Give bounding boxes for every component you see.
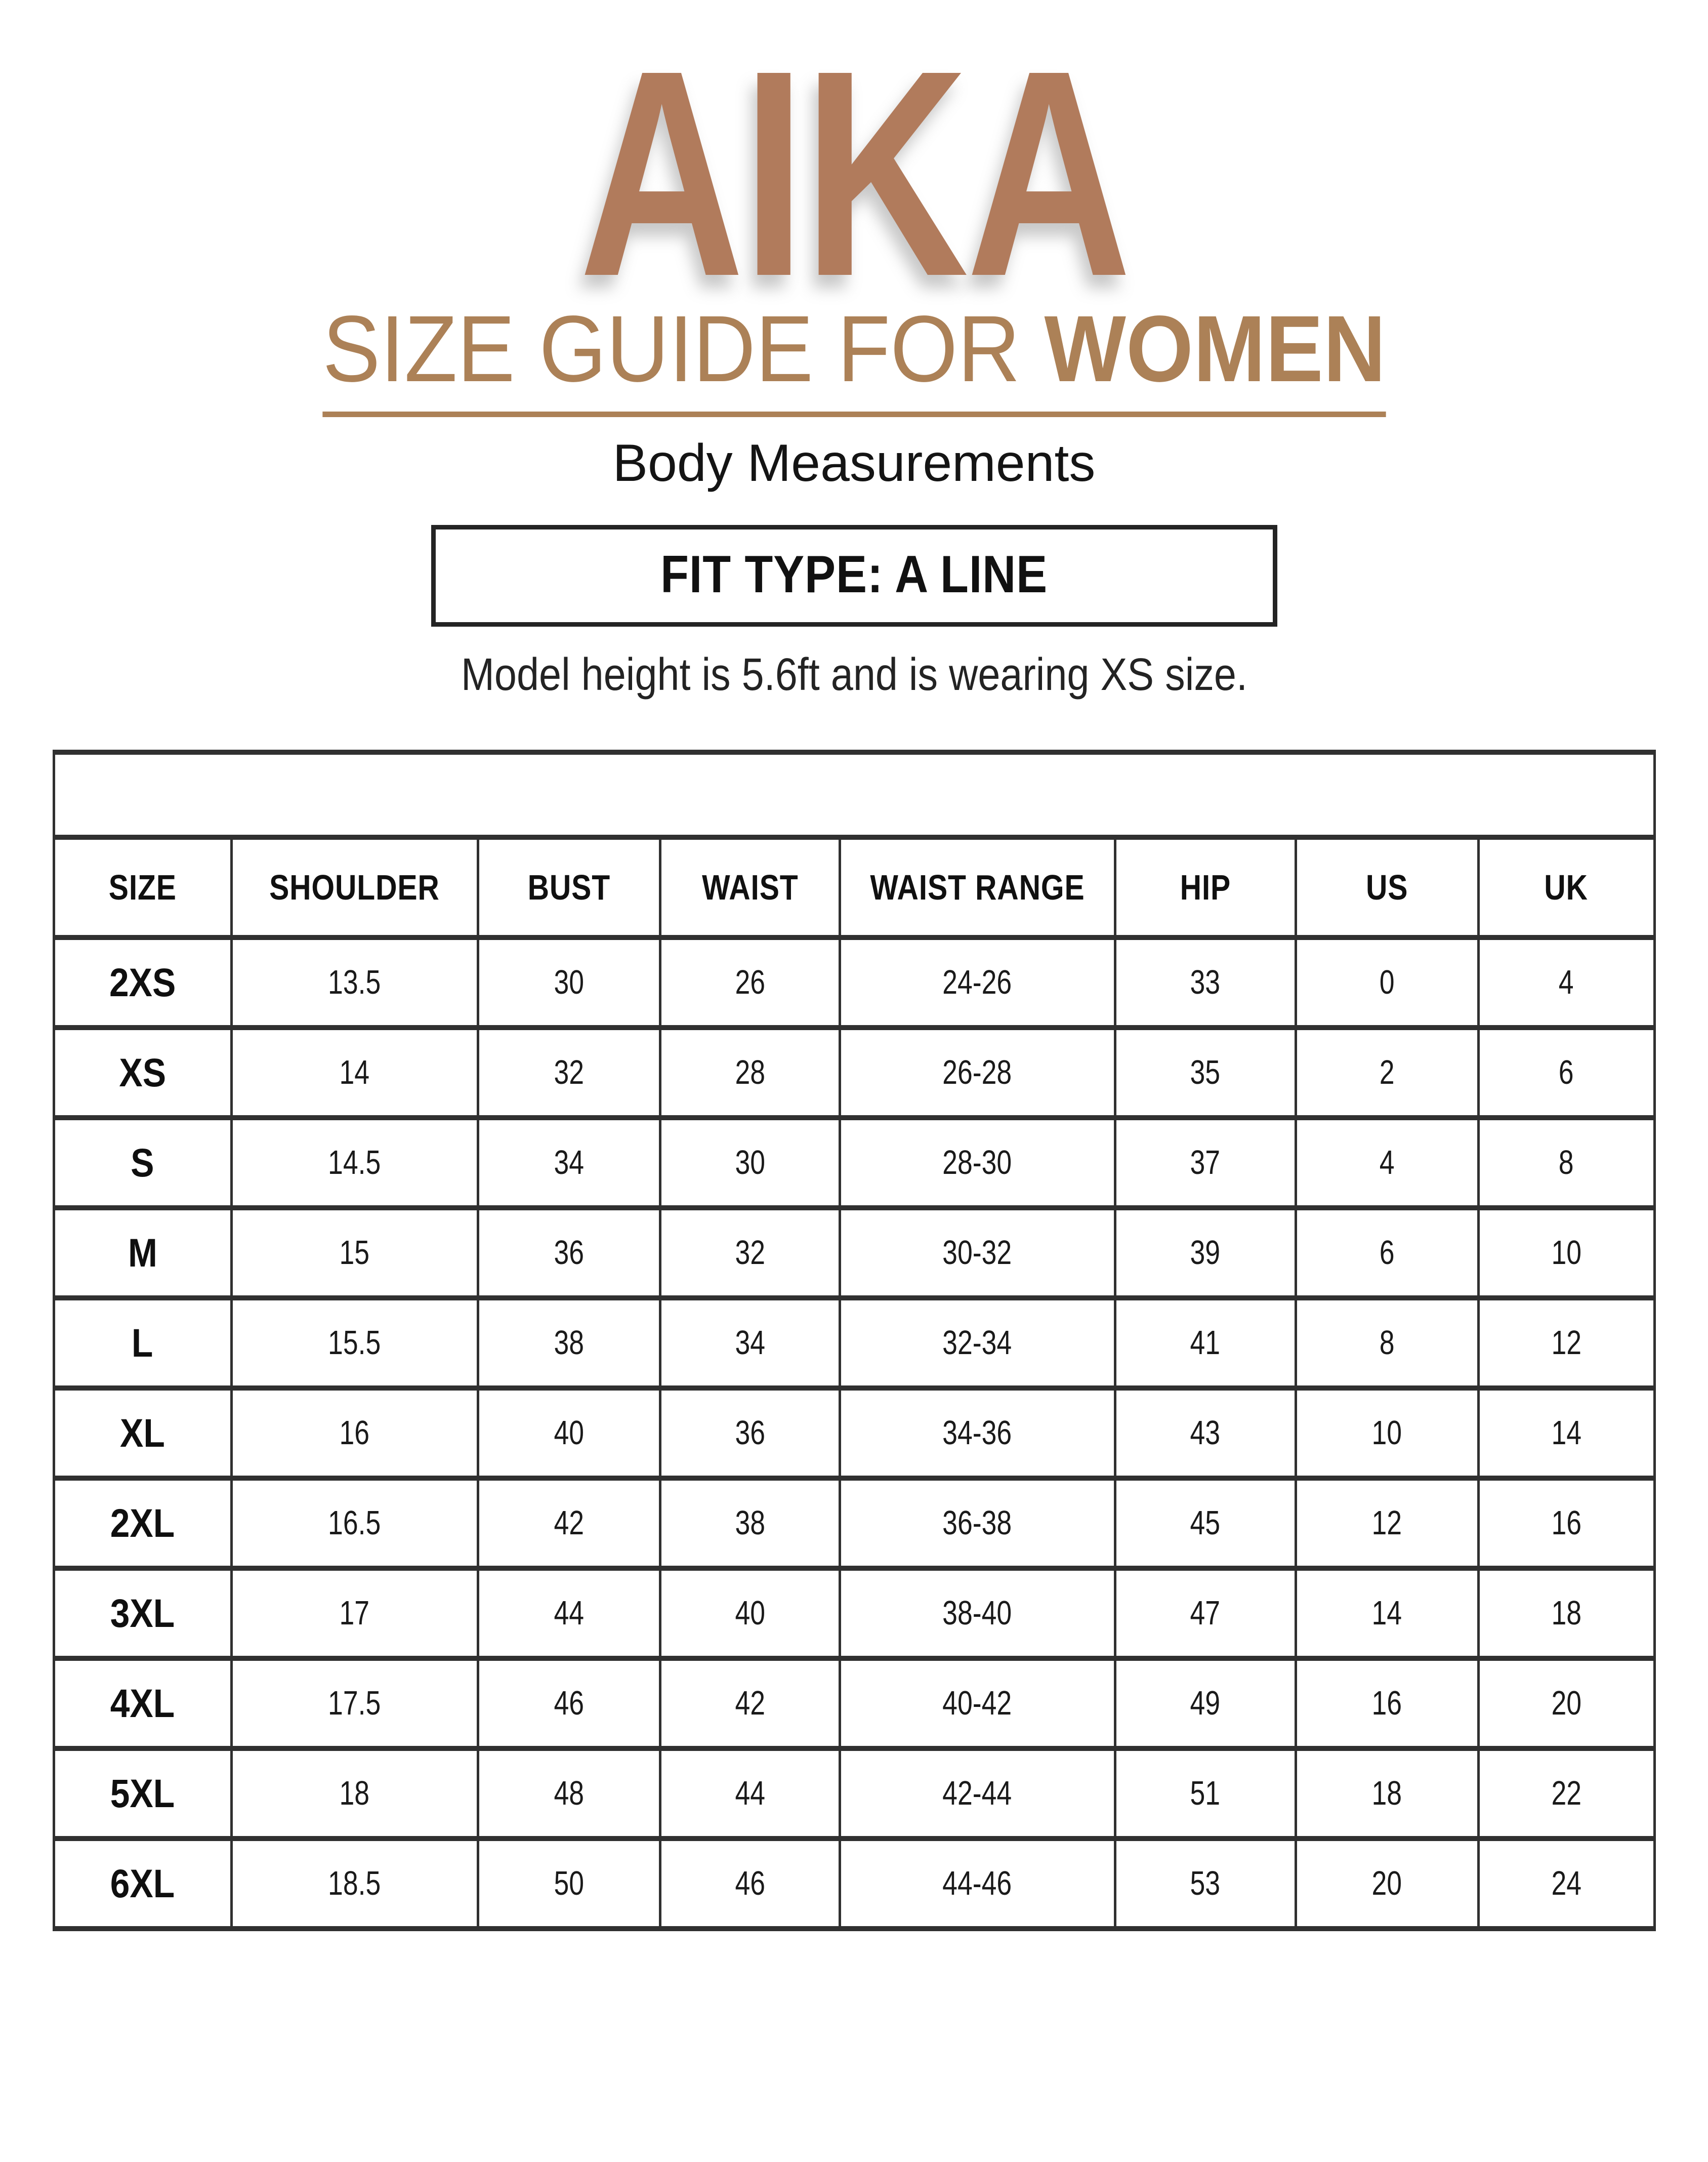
cell-2xl-us [1296,1478,1478,1568]
cell-xl-shoulder [231,1388,478,1478]
row-label-text: 3XL [110,1590,175,1636]
column-header-label: WAIST RANGE [869,867,1085,907]
cell-xl-hip [1115,1388,1296,1478]
cell-value: 8 [1559,1144,1574,1182]
cell-4xl-bust [478,1658,660,1748]
cell-2xl-bust [478,1478,660,1568]
cell-xs-bust [478,1028,660,1118]
cell-value: 32-34 [942,1324,1012,1362]
table-row-3xl [54,1568,1654,1658]
cell-value: 15.5 [328,1324,381,1362]
cell-value: 49 [1190,1684,1221,1723]
cell-value: 36-38 [942,1504,1012,1542]
cell-value: 26 [735,963,765,1002]
row-label-text: 4XL [110,1680,175,1726]
cell-value: 32 [554,1053,585,1092]
cell-4xl-uk [1478,1658,1654,1748]
model-note-text: Model height is 5.6ft and is wearing XS size. [461,649,1247,700]
cell-value: 36 [735,1414,765,1452]
cell-value: 30 [735,1144,765,1182]
row-label-5xl [54,1748,231,1839]
cell-xl-uk [1478,1388,1654,1478]
row-label-3xl [54,1568,231,1658]
column-header-waist-range [840,837,1115,937]
column-header-label: HIP [1180,867,1231,907]
cell-value: 41 [1190,1324,1221,1362]
cell-value: 48 [554,1774,585,1813]
table-row-s [54,1118,1654,1208]
cell-2xs-us [1296,937,1478,1028]
cell-5xl-shoulder [231,1748,478,1839]
cell-2xl-waist [660,1478,840,1568]
cell-value: 20 [1371,1864,1402,1903]
cell-6xl-hip [1115,1839,1296,1929]
cell-value: 45 [1190,1504,1221,1542]
cell-6xl-waist [660,1839,840,1929]
column-header-label: SHOULDER [269,867,440,907]
cell-value: 12 [1551,1324,1581,1362]
unit-band-label: inches [785,765,923,824]
cell-value: 34-36 [942,1414,1012,1452]
cell-l-hip [1115,1298,1296,1388]
table-row-5xl [54,1748,1654,1839]
row-label-4xl [54,1658,231,1748]
row-label-l [54,1298,231,1388]
cell-s-waist-range [840,1118,1115,1208]
cell-value: 35 [1190,1053,1221,1092]
cell-l-waist-range [840,1298,1115,1388]
column-header-label: US [1366,867,1408,907]
cell-s-shoulder [231,1118,478,1208]
column-header-shoulder [231,837,478,937]
table-row-2xs [54,937,1654,1028]
cell-value: 0 [1379,963,1395,1002]
cell-xl-bust [478,1388,660,1478]
cell-6xl-bust [478,1839,660,1929]
cell-2xl-shoulder [231,1478,478,1568]
cell-value: 2 [1379,1053,1395,1092]
size-guide-page [0,9,1708,2162]
cell-value: 17 [339,1594,370,1633]
brand-logo-text: AIKA [578,9,1130,337]
row-label-text: 2XL [110,1500,175,1545]
cell-4xl-waist-range [840,1658,1115,1748]
cell-5xl-waist-range [840,1748,1115,1839]
cell-4xl-hip [1115,1658,1296,1748]
cell-xs-shoulder [231,1028,478,1118]
row-label-2xs [54,937,231,1028]
cell-5xl-waist [660,1748,840,1839]
cell-value: 34 [554,1144,585,1182]
cell-value: 28 [735,1053,765,1092]
cell-m-shoulder [231,1208,478,1298]
cell-xs-hip [1115,1028,1296,1118]
row-label-text: L [132,1320,153,1365]
cell-value: 20 [1551,1684,1581,1723]
cell-s-us [1296,1118,1478,1208]
cell-6xl-us [1296,1839,1478,1929]
page-title-text [322,297,1386,417]
cell-value: 16.5 [328,1504,381,1542]
cell-3xl-us [1296,1568,1478,1658]
cell-2xs-hip [1115,937,1296,1028]
cell-value: 38 [735,1504,765,1542]
cell-value: 39 [1190,1234,1221,1272]
cell-value: 4 [1379,1144,1395,1182]
cell-s-uk [1478,1118,1654,1208]
cell-xl-waist [660,1388,840,1478]
column-header-label: SIZE [108,867,177,907]
cell-value: 40-42 [942,1684,1012,1723]
cell-value: 36 [554,1234,585,1272]
cell-xl-us [1296,1388,1478,1478]
cell-value: 40 [735,1594,765,1633]
cell-5xl-bust [478,1748,660,1839]
cell-value: 13.5 [328,963,381,1002]
cell-value: 30 [554,963,585,1002]
cell-5xl-us [1296,1748,1478,1839]
cell-value: 18 [1371,1774,1402,1813]
cell-value: 16 [339,1414,370,1452]
cell-5xl-uk [1478,1748,1654,1839]
brand-logo [0,9,1708,337]
cell-value: 14.5 [328,1144,381,1182]
cell-value: 26-28 [942,1053,1012,1092]
cell-value: 46 [554,1684,585,1723]
cell-4xl-us [1296,1658,1478,1748]
cell-m-hip [1115,1208,1296,1298]
row-label-text: 2XS [109,959,176,1005]
cell-l-uk [1478,1298,1654,1388]
cell-value: 51 [1190,1774,1221,1813]
cell-value: 12 [1371,1504,1402,1542]
cell-6xl-waist-range [840,1839,1115,1929]
column-header-label: UK [1544,867,1589,907]
cell-value: 44 [554,1594,585,1633]
cell-3xl-hip [1115,1568,1296,1658]
row-label-text: 6XL [110,1860,175,1906]
table-row-6xl [54,1839,1654,1929]
model-note [0,649,1708,701]
column-header-uk [1478,837,1654,937]
cell-value: 18.5 [328,1864,381,1903]
unit-band-row [54,752,1654,837]
cell-5xl-hip [1115,1748,1296,1839]
cell-value: 38-40 [942,1594,1012,1633]
column-header-bust [478,837,660,937]
cell-3xl-waist [660,1568,840,1658]
cell-6xl-uk [1478,1839,1654,1929]
cell-value: 6 [1559,1053,1574,1092]
table-row-xs [54,1028,1654,1118]
row-label-s [54,1118,231,1208]
cell-value: 14 [339,1053,370,1092]
cell-value: 42 [554,1504,585,1542]
cell-xl-waist-range [840,1388,1115,1478]
row-label-xs [54,1028,231,1118]
fit-type-label: FIT TYPE: A LINE [660,545,1048,604]
cell-l-bust [478,1298,660,1388]
cell-3xl-shoulder [231,1568,478,1658]
cell-value: 14 [1551,1414,1581,1452]
cell-xs-waist-range [840,1028,1115,1118]
cell-value: 28-30 [942,1144,1012,1182]
cell-value: 17.5 [328,1684,381,1723]
column-header-row [54,837,1654,937]
cell-value: 44 [735,1774,765,1813]
column-header-us [1296,837,1478,937]
row-label-m [54,1208,231,1298]
cell-value: 16 [1551,1504,1581,1542]
column-header-size [54,837,231,937]
cell-3xl-uk [1478,1568,1654,1658]
cell-s-hip [1115,1118,1296,1208]
cell-value: 24 [1551,1864,1581,1903]
cell-6xl-shoulder [231,1839,478,1929]
cell-2xs-shoulder [231,937,478,1028]
cell-value: 10 [1371,1414,1402,1452]
fit-type-box [431,525,1277,627]
cell-m-bust [478,1208,660,1298]
cell-value: 42 [735,1684,765,1723]
cell-value: 15 [339,1234,370,1272]
column-header-waist [660,837,840,937]
cell-2xl-uk [1478,1478,1654,1568]
cell-value: 6 [1379,1234,1395,1272]
table-row-m [54,1208,1654,1298]
cell-value: 30-32 [942,1234,1012,1272]
cell-m-waist-range [840,1208,1115,1298]
page-title-bold: WOMEN [1044,297,1386,401]
row-label-text: 5XL [110,1770,175,1816]
cell-value: 24-26 [942,963,1012,1002]
cell-value: 14 [1371,1594,1402,1633]
row-label-text: XL [120,1410,165,1455]
cell-value: 47 [1190,1594,1221,1633]
row-label-text: XS [119,1049,166,1095]
cell-l-shoulder [231,1298,478,1388]
cell-l-waist [660,1298,840,1388]
unit-band [54,752,1654,837]
cell-value: 18 [1551,1594,1581,1633]
cell-value: 22 [1551,1774,1581,1813]
cell-2xl-hip [1115,1478,1296,1568]
cell-m-waist [660,1208,840,1298]
table-row-4xl [54,1658,1654,1748]
row-label-text: M [128,1230,157,1275]
cell-2xl-waist-range [840,1478,1115,1568]
cell-s-bust [478,1118,660,1208]
page-subtitle: Body Measurements [612,434,1096,493]
cell-2xs-waist [660,937,840,1028]
cell-m-us [1296,1208,1478,1298]
cell-4xl-shoulder [231,1658,478,1748]
cell-l-us [1296,1298,1478,1388]
cell-value: 4 [1559,963,1574,1002]
cell-value: 37 [1190,1144,1221,1182]
size-guide-table [53,750,1656,1931]
table-row-l [54,1298,1654,1388]
cell-3xl-bust [478,1568,660,1658]
cell-value: 8 [1379,1324,1395,1362]
cell-3xl-waist-range [840,1568,1115,1658]
cell-value: 38 [554,1324,585,1362]
column-header-label: BUST [527,867,611,907]
cell-value: 44-46 [942,1864,1012,1903]
cell-value: 42-44 [942,1774,1012,1813]
row-label-xl [54,1388,231,1478]
cell-value: 34 [735,1324,765,1362]
cell-xs-waist [660,1028,840,1118]
cell-value: 33 [1190,963,1221,1002]
cell-xs-us [1296,1028,1478,1118]
cell-s-waist [660,1118,840,1208]
page-title-regular: SIZE GUIDE FOR [322,297,1045,401]
row-label-6xl [54,1839,231,1929]
row-label-2xl [54,1478,231,1568]
cell-value: 46 [735,1864,765,1903]
cell-4xl-waist [660,1658,840,1748]
column-header-hip [1115,837,1296,937]
cell-2xs-bust [478,937,660,1028]
cell-m-uk [1478,1208,1654,1298]
row-label-text: S [131,1139,154,1185]
cell-value: 16 [1371,1684,1402,1723]
cell-xs-uk [1478,1028,1654,1118]
table-row-2xl [54,1478,1654,1568]
cell-value: 32 [735,1234,765,1272]
cell-value: 18 [339,1774,370,1813]
table-row-xl [54,1388,1654,1478]
column-header-label: WAIST [701,867,799,907]
cell-2xs-waist-range [840,937,1115,1028]
page-title [0,297,1708,417]
cell-value: 40 [554,1414,585,1452]
cell-value: 53 [1190,1864,1221,1903]
cell-value: 50 [554,1864,585,1903]
cell-2xs-uk [1478,937,1654,1028]
cell-value: 43 [1190,1414,1221,1452]
cell-value: 10 [1551,1234,1581,1272]
